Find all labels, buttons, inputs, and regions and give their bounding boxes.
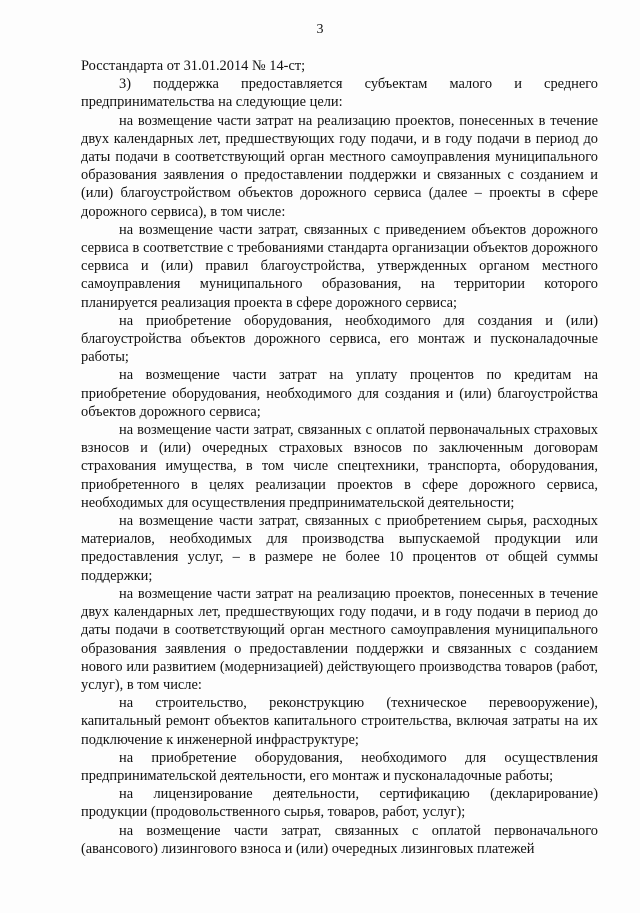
- paragraph: на возмещение части затрат, связанных с оплатой первоначального (авансового) лизингового взноса и (или) очередных лизинговых платежей: [81, 822, 598, 857]
- paragraph: на лицензирование деятельности, сертификацию (декларирование) продукции (продовольственного сырья, товаров, работ, услуг);: [81, 786, 598, 821]
- paragraph: на возмещение части затрат, связанных с оплатой первоначальных страховых взносов и (или) очередных страховых взносов по заключенным договорам страхования имущества, в том числе спецтехники, транспорта, оборудования, приобретенного в целях реализации проектов в сфере дорожного сервиса, необходимых для осуществления предпринимательской деятельности;: [81, 422, 598, 511]
- document-body: [81, 57, 598, 858]
- paragraph: на возмещение части затрат, связанных с приведением объектов дорожного сервиса в соответствие с требованиями стандарта организации объектов дорожного сервиса и (или) правил благоустройства, утвержденных органом местного самоуправления муниципального образования, на территории которого планируется реализация проекта в сфере дорожного сервиса;: [81, 221, 598, 311]
- paragraph: на возмещение части затрат на реализацию проектов, понесенных в течение двух календарных лет, предшествующих году подачи, и в году подачи в период до даты подачи в соответствующий орган местного самоуправления муниципального образования заявления о предоставлении поддержки и связанных с созданием и (или) благоустройством объектов дорожного сервиса (далее – проекты в сфере дорожного сервиса), в том числе:: [81, 112, 598, 220]
- paragraph: на строительство, реконструкцию (техническое перевооружение), капитальный ремонт объектов капитального строительства, включая затраты на их подключение к инженерной инфраструктуре;: [81, 695, 598, 748]
- page-number: 3: [316, 22, 324, 37]
- paragraph: на возмещение части затрат на реализацию проектов, понесенных в течение двух календарных лет, предшествующих году подачи, и в году подачи в период до даты подачи в соответствующий орган местного самоуправления муниципального образования заявления о предоставлении поддержки и связанных с созданием нового или развитием (модернизацией) действующего производства товаров (работ, услуг), в том числе:: [81, 585, 598, 693]
- paragraph: Росстандарта от 31.01.2014 № 14-ст;: [81, 58, 306, 74]
- paragraph: 3) поддержка предоставляется субъектам малого и среднего предпринимательства на следующие цели:: [81, 76, 598, 111]
- paragraph: на приобретение оборудования, необходимого для осуществления предпринимательской деятельности, его монтаж и пусконаладочные работы;: [81, 749, 598, 784]
- paragraph: на приобретение оборудования, необходимого для создания и (или) благоустройства объектов дорожного сервиса, его монтаж и пусконаладочные работы;: [81, 312, 598, 366]
- paragraph: на возмещение части затрат на уплату процентов по кредитам на приобретение оборудования, необходимого для создания и (или) благоустройства объектов дорожного сервиса;: [81, 367, 598, 420]
- paragraph: на возмещение части затрат, связанных с приобретением сырья, расходных материалов, необходимых для производства выпускаемой продукции или предоставления услуг, – в размере не более 10 процентов от общей суммы поддержки;: [81, 513, 598, 584]
